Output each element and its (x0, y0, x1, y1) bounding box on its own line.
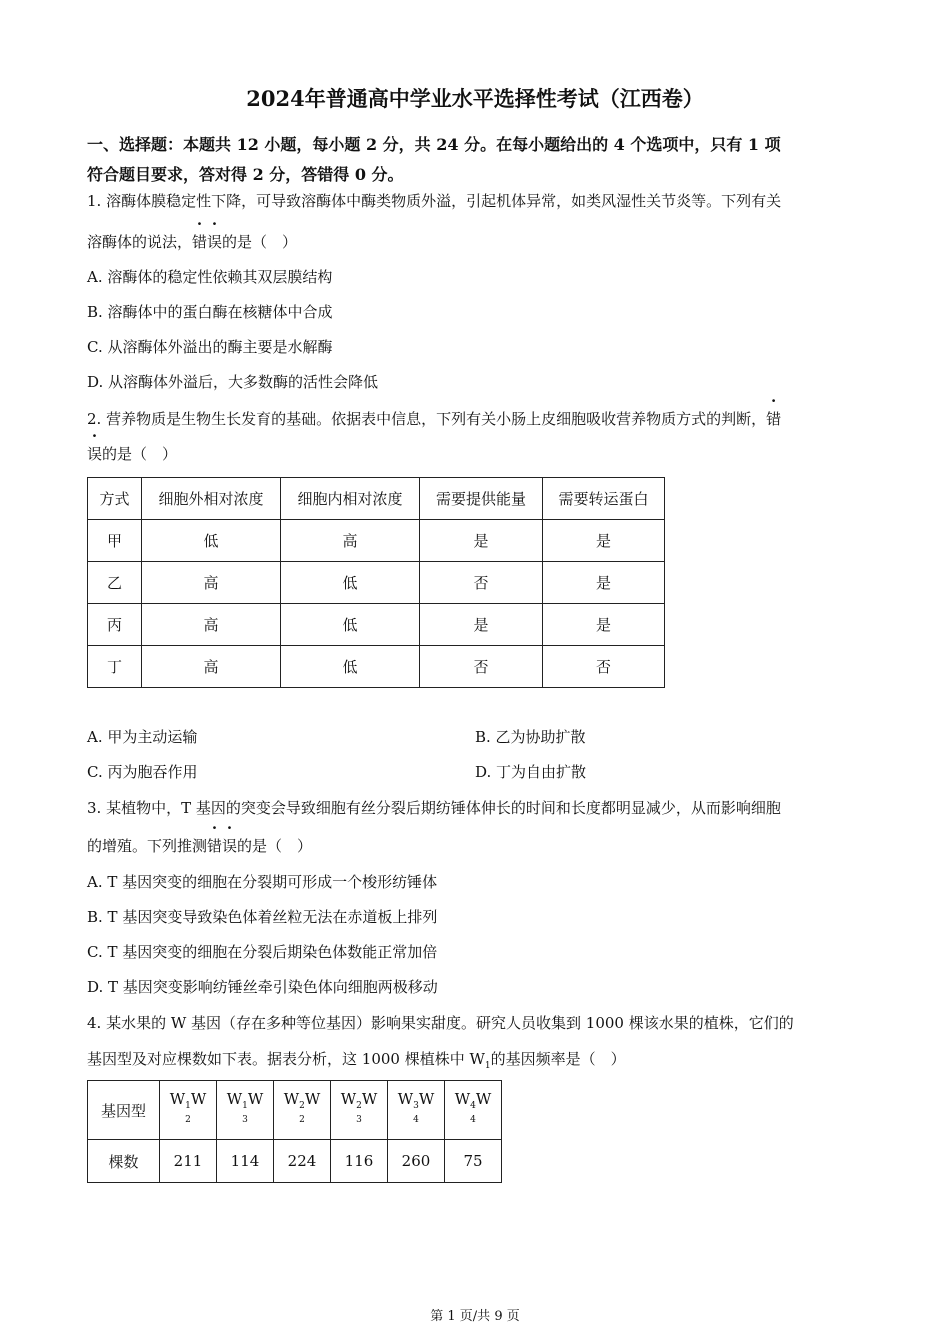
count-cell: 260 (388, 1140, 445, 1183)
table-cell: 高 (142, 604, 281, 646)
table-cell: 否 (420, 562, 543, 604)
table-cell: 乙 (88, 562, 142, 604)
q3-emphasis-2: 误 (222, 837, 238, 855)
table-row-count (88, 1140, 502, 1183)
table-cell: 低 (281, 562, 420, 604)
q1-option-d: D. 从溶酶体外溢后，大多数酶的活性会降低 (87, 373, 379, 391)
genotype-cell: $W_2W$ 2 (274, 1081, 331, 1140)
table-header-row (88, 478, 665, 520)
count-cell: 224 (274, 1140, 331, 1183)
section1-instruction-line2: 符合题目要求，答对得 2 分，答错得 0 分。 (87, 165, 404, 184)
table-cell: 低 (281, 646, 420, 688)
count-cell: 75 (445, 1140, 502, 1183)
table-cell: 是 (543, 520, 665, 562)
table-cell: 丁 (88, 646, 142, 688)
q2-transport-table (87, 477, 665, 688)
table-row (88, 604, 665, 646)
q3-option-d: D. T 基因突变影响纺锤丝牵引染色体向细胞两极移动 (87, 978, 438, 996)
table-cell: 是 (543, 604, 665, 646)
q4-stem-line1: 4. 某水果的 W 基因（存在多种等位基因）影响果实甜度。研究人员收集到 1000 棵该水果的植株，它们的 (87, 1014, 794, 1032)
table-cell: 否 (543, 646, 665, 688)
table-cell: 是 (420, 520, 543, 562)
count-cell: 116 (331, 1140, 388, 1183)
table-row (88, 520, 665, 562)
table-cell: 高 (142, 646, 281, 688)
q4-stem-line2: 基因型及对应棵数如下表。据表分析，这 1000 棵植株中 $W_1$的基因频率是（ ） (87, 1050, 626, 1071)
q3-stem-line2: 的增殖。下列推测错误的是（ ） (87, 837, 313, 855)
genotype-cell: $W_2W$ 3 (331, 1081, 388, 1140)
page-footer: 第 1 页/共 9 页 (430, 1309, 520, 1324)
q3-emphasis-1: 错 (207, 837, 223, 855)
table-row (88, 562, 665, 604)
q3-option-a: A. T 基因突变的细胞在分裂期可形成一个梭形纺锤体 (87, 873, 438, 891)
genotype-cell: $W_1W$ 2 (160, 1081, 217, 1140)
genotype-cell: $W_4W$ 4 (445, 1081, 502, 1140)
genotype-cell: $W_1W$ 3 (217, 1081, 274, 1140)
table-cell: 高 (281, 520, 420, 562)
q3-option-b: B. T 基因突变导致染色体着丝粒无法在赤道板上排列 (87, 908, 438, 926)
q2-stem-line1: 2. 营养物质是生物生长发育的基础。依据表中信息，下列有关小肠上皮细胞吸收营养物质方式的判断，错 (87, 410, 782, 428)
table-cell: 低 (281, 604, 420, 646)
table-header-cell: 方式 (88, 478, 142, 520)
q2-option-d: D. 丁为自由扩散 (475, 763, 587, 781)
table-cell: 高 (142, 562, 281, 604)
q2-option-b: B. 乙为协助扩散 (475, 728, 586, 746)
table-cell: 低 (142, 520, 281, 562)
table-row-label: 棵数 (88, 1140, 160, 1183)
q1-emphasis-1: 错 (192, 233, 208, 251)
table-cell: 否 (420, 646, 543, 688)
q1-option-a: A. 溶酶体的稳定性依赖其双层膜结构 (87, 268, 333, 286)
table-header-cell: 需要转运蛋白 (543, 478, 665, 520)
table-row-label: 基因型 (88, 1081, 160, 1140)
q1-option-c: C. 从溶酶体外溢出的酶主要是水解酶 (87, 338, 333, 356)
genotype-cell: $W_3W$ 4 (388, 1081, 445, 1140)
table-header-cell: 细胞内相对浓度 (281, 478, 420, 520)
q3-option-c: C. T 基因突变的细胞在分裂后期染色体数能正常加倍 (87, 943, 438, 961)
q4-genotype-table (87, 1080, 502, 1183)
table-header-cell: 需要提供能量 (420, 478, 543, 520)
q2-stem-line2: 误的是（ ） (87, 445, 178, 463)
q1-stem-line1: 1. 溶酶体膜稳定性下降，可导致溶酶体中酶类物质外溢，引起机体异常，如类风湿性关节炎等。下列有关 (87, 192, 782, 210)
table-cell: 是 (420, 604, 543, 646)
table-header-cell: 细胞外相对浓度 (142, 478, 281, 520)
q1-stem-line2: 溶酶体的说法，错误的是（ ） (87, 233, 298, 251)
count-cell: 211 (160, 1140, 217, 1183)
q1-option-b: B. 溶酶体中的蛋白酶在核糖体中合成 (87, 303, 333, 321)
q1-emphasis-2: 误 (207, 233, 223, 251)
q2-option-c: C. 丙为胞吞作用 (87, 763, 198, 781)
exam-title: 2024年普通高中学业水平选择性考试（江西卷） (246, 86, 704, 111)
section1-instruction-line1: 一、选择题：本题共 12 小题，每小题 2 分，共 24 分。在每小题给出的 4 个选项中，只有 1 项 (87, 135, 781, 154)
table-row (88, 646, 665, 688)
q2-emphasis-1: 错 (766, 410, 782, 428)
table-cell: 丙 (88, 604, 142, 646)
q2-emphasis-2: 误 (87, 445, 103, 463)
count-cell: 114 (217, 1140, 274, 1183)
table-cell: 是 (543, 562, 665, 604)
table-row-genotype (88, 1081, 502, 1140)
table-cell: 甲 (88, 520, 142, 562)
q3-stem-line1: 3. 某植物中，T 基因的突变会导致细胞有丝分裂后期纺锤体伸长的时间和长度都明显减少，从而影响细胞 (87, 799, 781, 817)
q2-option-a: A. 甲为主动运输 (87, 728, 198, 746)
